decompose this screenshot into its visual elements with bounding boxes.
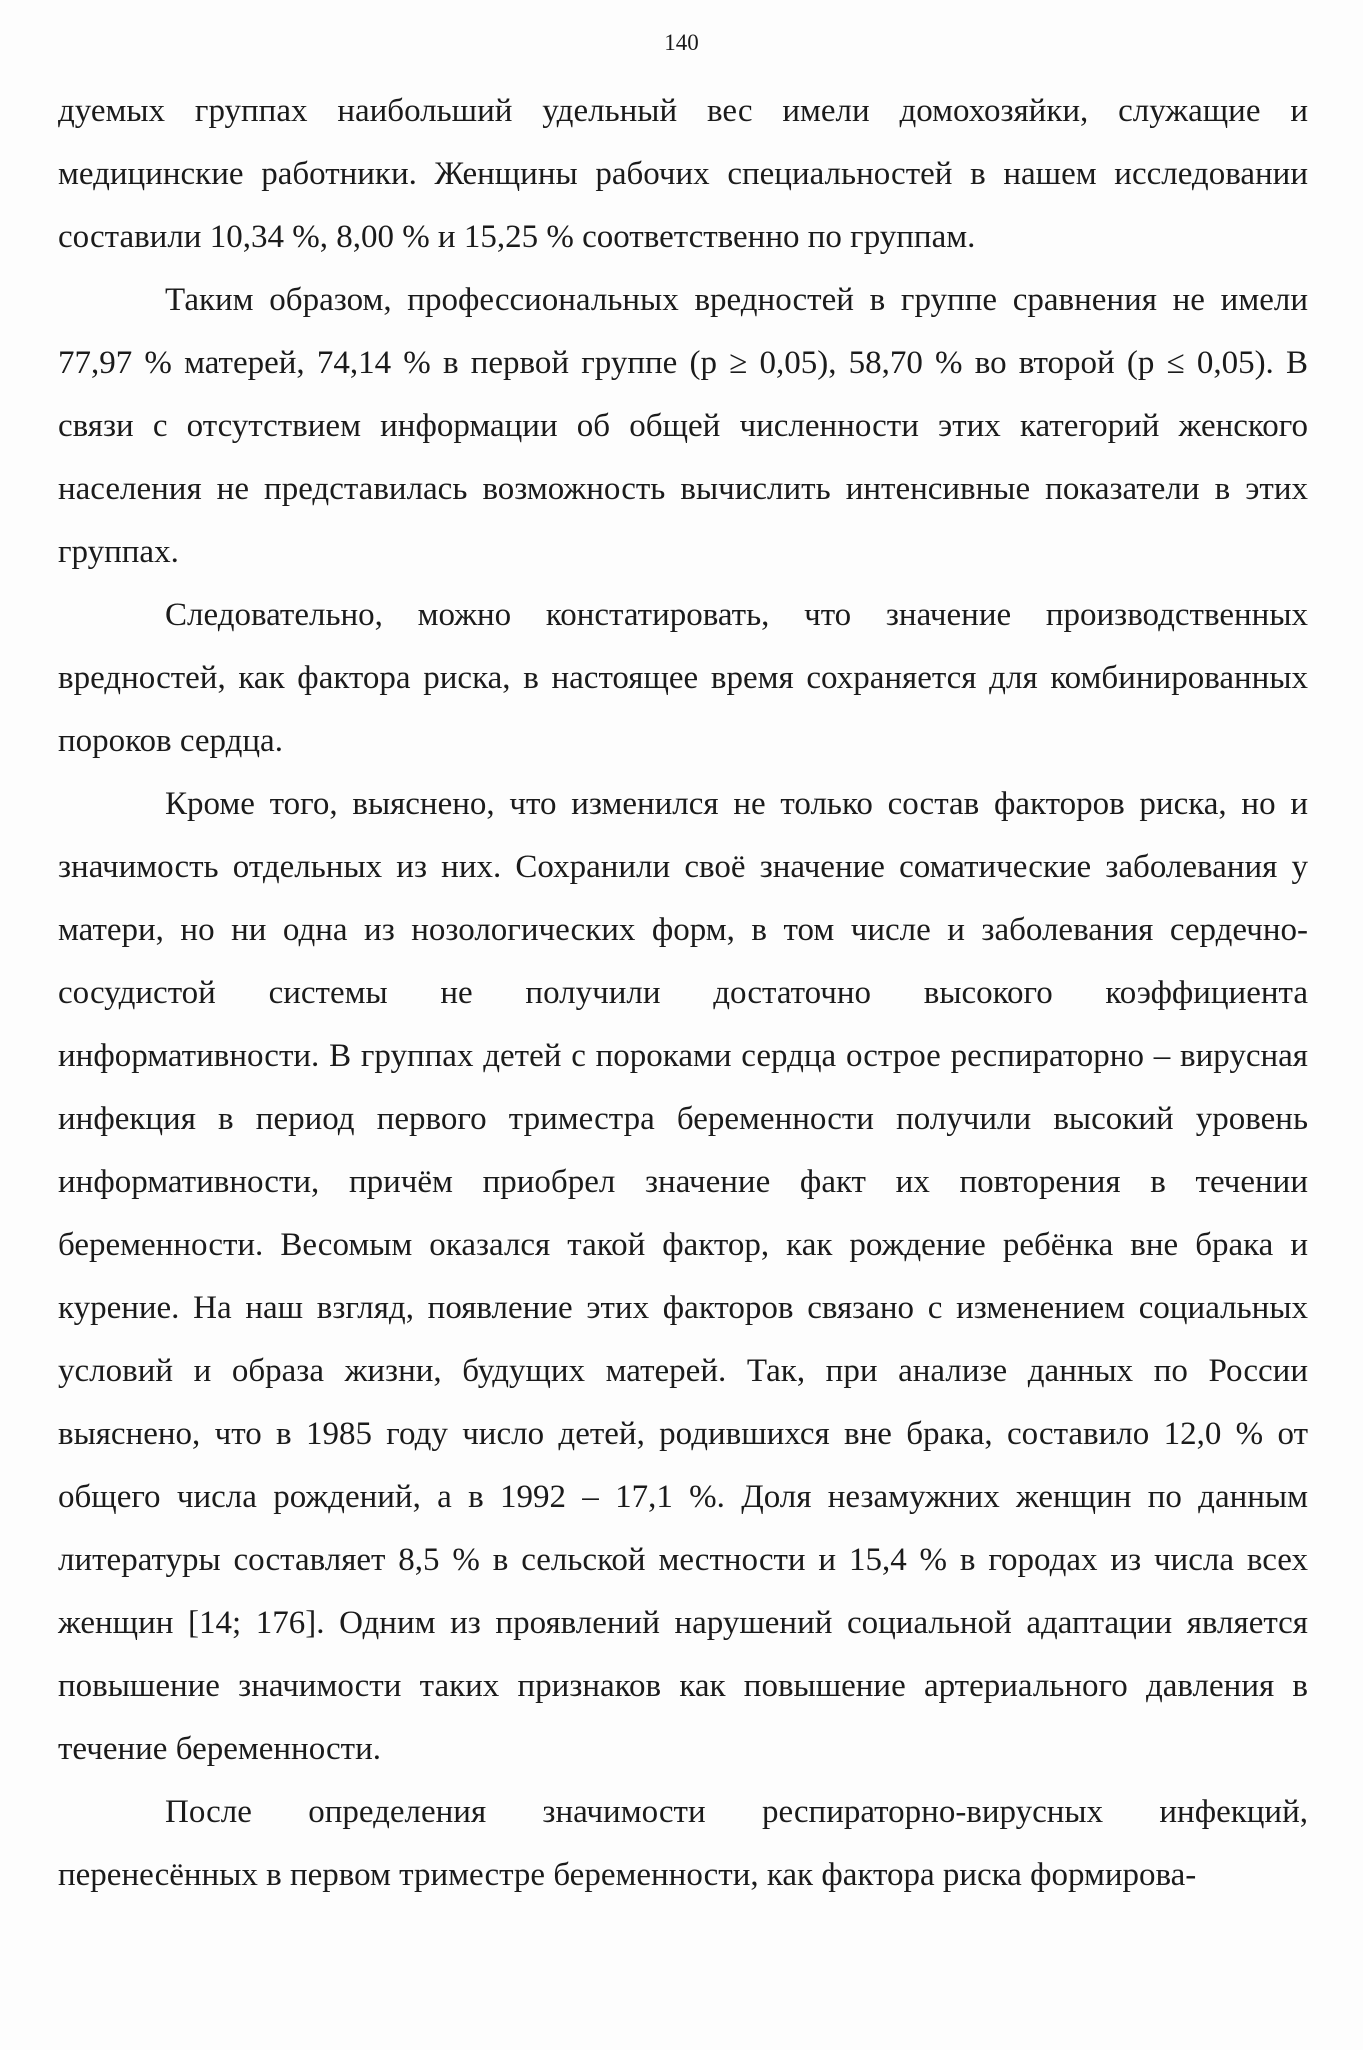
paragraph-continuation: дуемых группах наибольший удельный вес имели домохозяйки, служащие и медицинские работники. Женщины рабочих специальностей в нашем исследовании составили 10,34 %, 8,00 % и 15,25 % соответственно по группам. (58, 93, 1308, 255)
page-number: 140 (664, 30, 699, 55)
paragraph-conclusion: Следовательно, можно констатировать, что значение производственных вредностей, как фактора риска, в настоящее время сохраняется для комбинированных пороков сердца. (58, 597, 1308, 759)
paragraph-respiratory-infections: После определения значимости респираторно-вирусных инфекций, перенесённых в первом триместре беременности, как фактора риска формирова- (58, 1794, 1308, 1893)
document-body (58, 80, 1308, 1907)
paragraph-risk-factors: Кроме того, выяснено, что изменился не только состав факторов риска, но и значимость отдельных из них. Сохранили своё значение соматические заболевания у матери, но ни одна из нозологических форм, в том числе и заболевания сердечно-сосудистой системы не получили достаточно высокого коэффициента информативности. В группах детей с пороками сердца острое респираторно – вирусная инфекция в период первого триместра беременности получили высокий уровень информативности, причём приобрел значение факт их повторения в течении беременности. Весомым оказался такой фактор, как рождение ребёнка вне брака и курение. На наш взгляд, появление этих факторов связано с изменением социальных условий и образа жизни, будущих матерей. Так, при анализе данных по России выяснено, что в 1985 году число детей, родившихся вне брака, составило 12,0 % от общего числа рождений, а в 1992 – 17,1 %. Доля незамужних женщин по данным литературы составляет 8,5 % в сельской местности и 15,4 % в городах из числа всех женщин [14; 176]. Одним из проявлений нарушений социальной адаптации является повышение значимости таких признаков как повышение артериального давления в течение беременности. (58, 786, 1308, 1767)
paragraph-professional-hazards: Таким образом, профессиональных вредностей в группе сравнения не имели 77,97 % матерей, 74,14 % в первой группе (р ≥ 0,05), 58,70 % во второй (р ≤ 0,05). В связи с отсутствием информации об общей численности этих категорий женского населения не представилась возможность вычислить интенсивные показатели в этих группах. (58, 282, 1308, 570)
